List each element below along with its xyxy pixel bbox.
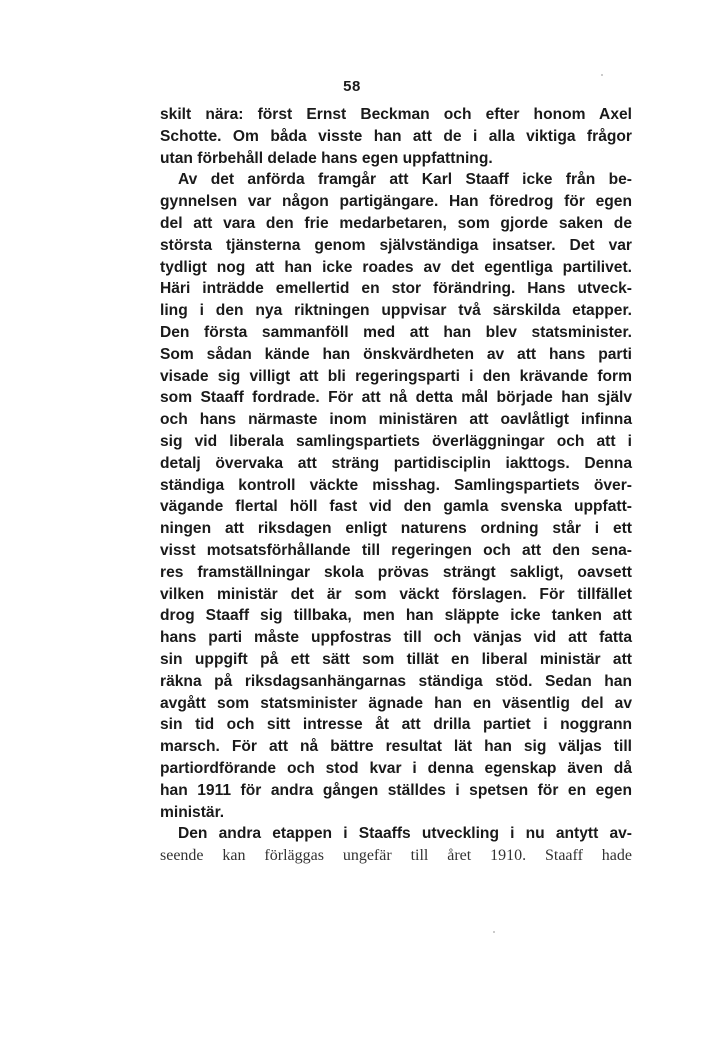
- text-line: res framställningar skola prövas strängt sakligt, oavsett: [160, 563, 632, 581]
- text-line: marsch. För att nå bättre resultat lät han sig väljas till: [160, 738, 632, 756]
- text-line: skilt nära: först Ernst Beckman och efter honom Axel: [160, 106, 632, 123]
- text-line: som Staaff fordrade. För att nå detta mål började han själv: [160, 389, 632, 407]
- text-line: och hans närmaste inom ministären att oavlåtligt infinna: [160, 411, 632, 429]
- text-line: ling i den nya riktningen uppvisar två särskilda etapper.: [160, 302, 632, 320]
- text-line: visst motsatsförhållande till regeringen och att den sena-: [160, 541, 632, 559]
- text-line: Av det anförda framgår att Karl Staaff icke från be-: [178, 171, 632, 189]
- text-line: räkna på riksdagsanhängarnas ständiga stöd. Sedan han: [160, 672, 632, 690]
- text-line: ständiga kontroll väckte misshag. Samlingspartiets över-: [160, 476, 632, 494]
- text-line: del att vara den frie medarbetaren, som gjorde saken de: [160, 214, 632, 232]
- text-line: seende kan förläggas ungefär till året 1910. Staaff hade: [160, 847, 632, 865]
- text-line: sin tid och sitt intresse åt att drilla partiet i noggrann: [160, 716, 632, 734]
- page-number: 58: [343, 78, 361, 95]
- text-line: visade sig villigt att bli regeringsparti i den krävande form: [160, 367, 632, 385]
- text-line: gynnelsen var någon partigängare. Han föredrog för egen: [160, 193, 632, 211]
- text-line: Häri inträdde emellertid en stor förändring. Hans utveck-: [160, 280, 632, 298]
- text-line: partiordförande och stod kvar i denna egenskap även då: [160, 759, 632, 777]
- text-line: sig vid liberala samlingspartiets överläggningar och att i: [160, 432, 632, 450]
- text-line: han 1911 för andra gången ställdes i spetsen för en egen: [160, 781, 632, 799]
- text-line: hans parti måste uppfostras till och vänjas vid att fatta: [160, 629, 632, 647]
- paper-speck: [493, 931, 495, 933]
- text-line: vägande flertal höll fast vid den gamla svenska uppfatt-: [160, 498, 632, 516]
- text-line: ministär.: [160, 803, 225, 821]
- text-line: tydligt nog att han icke roades av det egentliga partilivet.: [160, 258, 632, 276]
- text-line: avgått som statsminister ägnade han en väsentlig del av: [160, 694, 632, 712]
- text-line: Den första sammanföll med att han blev statsminister.: [160, 323, 632, 341]
- text-line: sin uppgift på ett sätt som tillät en liberal ministär att: [160, 650, 632, 668]
- text-line: största tjänsterna genom självständiga insatser. Det var: [160, 236, 632, 254]
- text-line: utan förbehåll delade hans egen uppfattning.: [160, 149, 493, 167]
- text-line: Schotte. Om båda visste han att de i alla viktiga frågor: [160, 127, 632, 145]
- text-line: Den andra etappen i Staaffs utveckling i nu antytt av-: [178, 825, 632, 843]
- text-line: detalj övervaka att sträng partidisciplin iakttogs. Denna: [160, 454, 632, 472]
- paper-speck: [601, 74, 603, 76]
- text-line: ningen att riksdagen enligt naturens ordning står i ett: [160, 520, 632, 538]
- body-text: [160, 104, 632, 867]
- text-line: drog Staaff sig tillbaka, men han släppte icke tanken att: [160, 607, 632, 625]
- text-line: vilken ministär det är som väckt förslagen. För tillfället: [160, 585, 632, 603]
- text-line: Som sådan kände han önskvärdheten av att hans parti: [160, 345, 632, 363]
